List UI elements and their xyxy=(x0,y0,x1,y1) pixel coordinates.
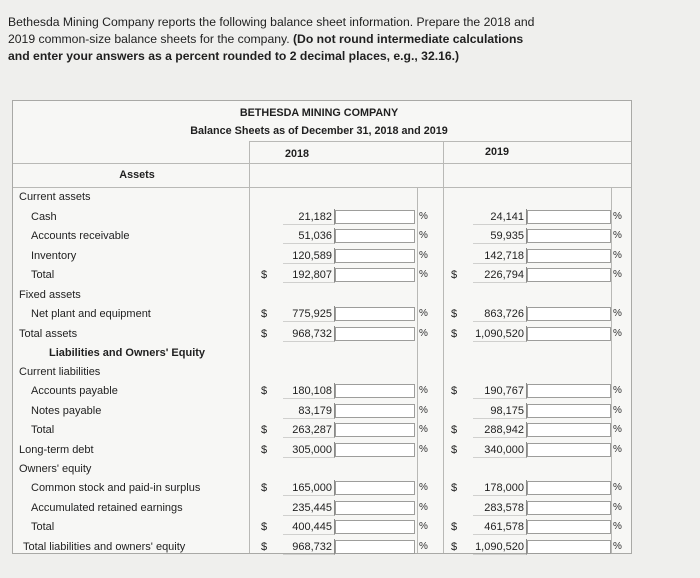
value-2018: 968,732 xyxy=(283,539,335,555)
percent-sign: % xyxy=(613,541,622,552)
percent-input-2019[interactable] xyxy=(527,307,611,321)
value-2018: 263,287 xyxy=(283,422,335,438)
dollar-sign: $ xyxy=(451,444,458,456)
percent-sign: % xyxy=(419,444,428,455)
value-2018: 400,445 xyxy=(283,519,335,535)
percent-input-2018[interactable] xyxy=(335,520,415,534)
value-2019: 226,794 xyxy=(473,267,527,283)
company-name: BETHESDA MINING COMPANY xyxy=(239,107,399,119)
percent-input-2019[interactable] xyxy=(527,520,611,534)
value-2018: 968,732 xyxy=(283,326,335,342)
table-row-total-current-assets xyxy=(13,267,631,285)
value-2018: 305,000 xyxy=(283,442,335,458)
percent-input-2019[interactable] xyxy=(527,268,611,282)
percent-sign: % xyxy=(419,250,428,261)
percent-sign: % xyxy=(613,444,622,455)
percent-input-2018[interactable] xyxy=(335,540,415,554)
dollar-sign: $ xyxy=(261,482,268,494)
table-row-accounts-payable xyxy=(13,383,631,401)
question-text xyxy=(8,14,538,65)
dollar-sign: $ xyxy=(451,541,458,553)
percent-input-2018[interactable] xyxy=(335,210,415,224)
percent-input-2018[interactable] xyxy=(335,423,415,437)
percent-input-2018[interactable] xyxy=(335,307,415,321)
table-row-total-current-liabilities xyxy=(13,422,631,440)
table-row-current-assets xyxy=(13,189,631,207)
dollar-sign: $ xyxy=(451,424,458,436)
row-label: Current liabilities xyxy=(19,366,101,378)
table-row-total-liab-equity xyxy=(13,539,631,557)
row-label: Total xyxy=(31,521,55,533)
row-label: Liabilities and Owners' Equity xyxy=(49,347,206,359)
percent-sign: % xyxy=(419,328,428,339)
percent-sign: % xyxy=(613,502,622,513)
percent-sign: % xyxy=(419,502,428,513)
value-2019: 1,090,520 xyxy=(473,539,527,555)
value-2019: 288,942 xyxy=(473,422,527,438)
row-label: Accumulated retained earnings xyxy=(31,502,183,514)
value-2018: 235,445 xyxy=(283,500,335,516)
dollar-sign: $ xyxy=(261,541,268,553)
percent-sign: % xyxy=(613,405,622,416)
value-2019: 863,726 xyxy=(473,306,527,322)
percent-sign: % xyxy=(419,482,428,493)
percent-sign: % xyxy=(613,230,622,241)
assets-divider xyxy=(13,187,631,188)
percent-input-2019[interactable] xyxy=(527,501,611,515)
value-2019: 190,767 xyxy=(473,383,527,399)
table-row-long-term-debt xyxy=(13,442,631,460)
table-row-cash xyxy=(13,209,631,227)
percent-input-2018[interactable] xyxy=(335,443,415,457)
percent-sign: % xyxy=(419,541,428,552)
value-2018: 21,182 xyxy=(283,209,335,225)
row-label: Net plant and equipment xyxy=(31,308,151,320)
row-label: Owners' equity xyxy=(19,463,92,475)
dollar-sign: $ xyxy=(451,308,458,320)
assets-heading: Assets xyxy=(119,169,155,181)
percent-input-2018[interactable] xyxy=(335,268,415,282)
value-2019: 24,141 xyxy=(473,209,527,225)
value-2019: 461,578 xyxy=(473,519,527,535)
balance-sheet-table xyxy=(12,100,632,554)
percent-sign: % xyxy=(419,211,428,222)
row-label: Total liabilities and owners' equity xyxy=(23,541,186,553)
dollar-sign: $ xyxy=(261,269,268,281)
percent-input-2018[interactable] xyxy=(335,404,415,418)
percent-sign: % xyxy=(613,328,622,339)
row-label: Cash xyxy=(31,211,57,223)
table-row-net-plant xyxy=(13,306,631,324)
value-2019: 98,175 xyxy=(473,403,527,419)
row-label: Inventory xyxy=(31,250,77,262)
header-divider xyxy=(13,163,631,164)
percent-input-2018[interactable] xyxy=(335,327,415,341)
dollar-sign: $ xyxy=(261,328,268,340)
row-label: Current assets xyxy=(19,191,91,203)
percent-input-2019[interactable] xyxy=(527,384,611,398)
value-2019: 340,000 xyxy=(473,442,527,458)
percent-sign: % xyxy=(613,385,622,396)
question-note: (Do not round intermediate calculations and enter your answers as a percent rounded to 2 decimal places, e.g., 32.16.) xyxy=(8,32,524,63)
percent-input-2018[interactable] xyxy=(335,229,415,243)
row-label: Common stock and paid-in surplus xyxy=(31,482,201,494)
percent-sign: % xyxy=(419,308,428,319)
table-row-common-stock xyxy=(13,480,631,498)
percent-input-2019[interactable] xyxy=(527,249,611,263)
percent-sign: % xyxy=(419,269,428,280)
table-row-fixed-assets xyxy=(13,287,631,305)
percent-input-2019[interactable] xyxy=(527,481,611,495)
percent-input-2018[interactable] xyxy=(335,249,415,263)
dollar-sign: $ xyxy=(451,328,458,340)
row-label: Accounts payable xyxy=(31,385,118,397)
year-2018-header: 2018 xyxy=(284,148,310,160)
dollar-sign: $ xyxy=(451,385,458,397)
percent-sign: % xyxy=(419,230,428,241)
dollar-sign: $ xyxy=(451,269,458,281)
value-2019: 283,578 xyxy=(473,500,527,516)
table-row-notes-payable xyxy=(13,403,631,421)
percent-sign: % xyxy=(419,424,428,435)
table-row-accounts-receivable xyxy=(13,228,631,246)
row-label: Accounts receivable xyxy=(31,230,130,242)
dollar-sign: $ xyxy=(261,521,268,533)
question-instructions: Bethesda Mining Company reports the following balance sheet information. Prepare the 2018 and 2019 common-size balance sheets for the company. xyxy=(8,15,535,46)
percent-sign: % xyxy=(613,482,622,493)
row-label: Long-term debt xyxy=(19,444,94,456)
percent-sign: % xyxy=(419,385,428,396)
value-2019: 178,000 xyxy=(473,480,527,496)
percent-sign: % xyxy=(613,424,622,435)
percent-input-2019[interactable] xyxy=(527,229,611,243)
table-subtitle: Balance Sheets as of December 31, 2018 and 2019 xyxy=(190,125,448,137)
value-2018: 83,179 xyxy=(283,403,335,419)
table-row-total-assets xyxy=(13,326,631,344)
value-2018: 120,589 xyxy=(283,248,335,264)
dollar-sign: $ xyxy=(261,308,268,320)
percent-sign: % xyxy=(419,405,428,416)
dollar-sign: $ xyxy=(261,385,268,397)
percent-input-2018[interactable] xyxy=(335,481,415,495)
percent-input-2019[interactable] xyxy=(527,540,611,554)
dollar-sign: $ xyxy=(261,444,268,456)
table-row-total-equity xyxy=(13,519,631,537)
row-label: Total xyxy=(31,424,55,436)
table-row-liab-heading xyxy=(13,345,631,363)
dollar-sign: $ xyxy=(451,482,458,494)
value-2019: 142,718 xyxy=(473,248,527,264)
value-2019: 59,935 xyxy=(473,228,527,244)
value-2018: 180,108 xyxy=(283,383,335,399)
percent-sign: % xyxy=(613,521,622,532)
percent-input-2019[interactable] xyxy=(527,327,611,341)
dollar-sign: $ xyxy=(261,424,268,436)
row-label: Notes payable xyxy=(31,405,102,417)
value-2018: 51,036 xyxy=(283,228,335,244)
table-row-inventory xyxy=(13,248,631,266)
table-row-current-liabilities xyxy=(13,364,631,382)
year-header-divider xyxy=(249,141,631,142)
percent-input-2018[interactable] xyxy=(335,501,415,515)
dollar-sign: $ xyxy=(451,521,458,533)
percent-sign: % xyxy=(419,521,428,532)
percent-sign: % xyxy=(613,211,622,222)
value-2018: 775,925 xyxy=(283,306,335,322)
percent-input-2019[interactable] xyxy=(527,210,611,224)
percent-input-2019[interactable] xyxy=(527,443,611,457)
percent-input-2019[interactable] xyxy=(527,404,611,418)
row-label: Fixed assets xyxy=(19,289,81,301)
value-2018: 192,807 xyxy=(283,267,335,283)
percent-sign: % xyxy=(613,250,622,261)
table-row-retained-earnings xyxy=(13,500,631,518)
percent-input-2018[interactable] xyxy=(335,384,415,398)
row-label: Total xyxy=(31,269,55,281)
row-label: Total assets xyxy=(19,328,78,340)
table-row-owners-equity xyxy=(13,461,631,479)
percent-input-2019[interactable] xyxy=(527,423,611,437)
value-2018: 165,000 xyxy=(283,480,335,496)
percent-sign: % xyxy=(613,308,622,319)
year-2019-header: 2019 xyxy=(484,146,510,158)
value-2019: 1,090,520 xyxy=(473,326,527,342)
percent-sign: % xyxy=(613,269,622,280)
